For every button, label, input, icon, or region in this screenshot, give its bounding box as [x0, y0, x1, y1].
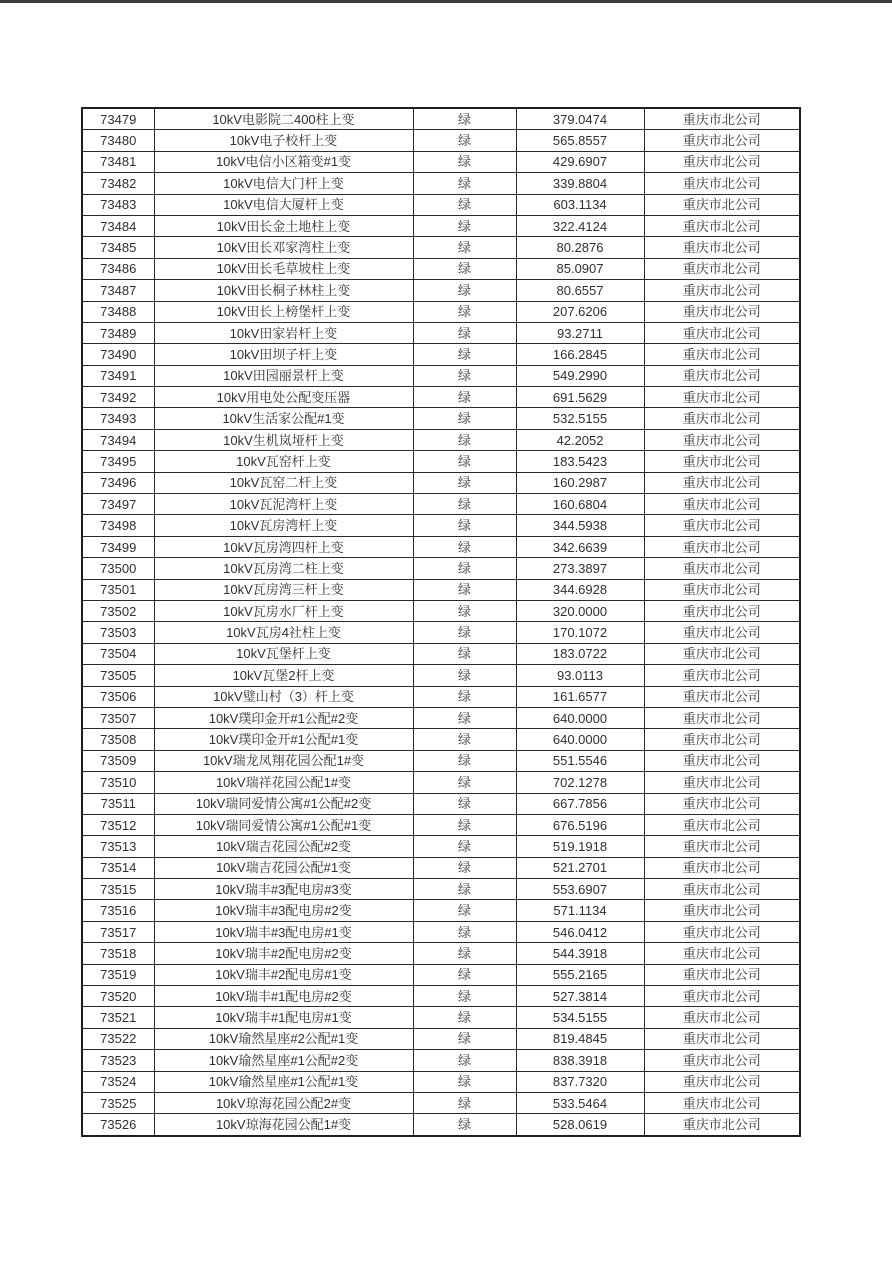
row-id-cell: 73481 — [82, 151, 154, 172]
table-row — [82, 1114, 800, 1136]
company-cell: 重庆市北公司 — [644, 215, 800, 236]
name-cell: 10kV生活家公配#1变 — [154, 408, 413, 429]
status-cell: 绿 — [413, 943, 516, 964]
company-cell: 重庆市北公司 — [644, 879, 800, 900]
row-id-cell: 73492 — [82, 387, 154, 408]
row-id-cell: 73494 — [82, 429, 154, 450]
company-cell: 重庆市北公司 — [644, 643, 800, 664]
table-row — [82, 322, 800, 343]
table-row — [82, 536, 800, 557]
value-cell: 532.5155 — [516, 408, 644, 429]
table-row — [82, 387, 800, 408]
company-cell: 重庆市北公司 — [644, 1071, 800, 1092]
status-cell: 绿 — [413, 686, 516, 707]
row-id-cell: 73480 — [82, 130, 154, 151]
status-cell: 绿 — [413, 964, 516, 985]
table-row — [82, 964, 800, 985]
value-cell: 160.6804 — [516, 494, 644, 515]
row-id-cell: 73518 — [82, 943, 154, 964]
value-cell: 837.7320 — [516, 1071, 644, 1092]
value-cell: 183.5423 — [516, 451, 644, 472]
value-cell: 339.8804 — [516, 173, 644, 194]
company-cell: 重庆市北公司 — [644, 173, 800, 194]
table-row — [82, 729, 800, 750]
transformer-table — [81, 107, 801, 1137]
row-id-cell: 73503 — [82, 622, 154, 643]
name-cell: 10kV瓦泥湾杆上变 — [154, 494, 413, 515]
company-cell: 重庆市北公司 — [644, 665, 800, 686]
table-row — [82, 1092, 800, 1113]
table-row — [82, 857, 800, 878]
status-cell: 绿 — [413, 258, 516, 279]
row-id-cell: 73493 — [82, 408, 154, 429]
table-row — [82, 665, 800, 686]
status-cell: 绿 — [413, 1050, 516, 1071]
table-row — [82, 836, 800, 857]
status-cell: 绿 — [413, 536, 516, 557]
value-cell: 544.3918 — [516, 943, 644, 964]
value-cell: 320.0000 — [516, 600, 644, 621]
row-id-cell: 73491 — [82, 365, 154, 386]
name-cell: 10kV瑞吉花园公配#1变 — [154, 857, 413, 878]
company-cell: 重庆市北公司 — [644, 943, 800, 964]
company-cell: 重庆市北公司 — [644, 1050, 800, 1071]
company-cell: 重庆市北公司 — [644, 686, 800, 707]
row-id-cell: 73512 — [82, 814, 154, 835]
row-id-cell: 73501 — [82, 579, 154, 600]
value-cell: 93.2711 — [516, 322, 644, 343]
status-cell: 绿 — [413, 857, 516, 878]
company-cell: 重庆市北公司 — [644, 986, 800, 1007]
company-cell: 重庆市北公司 — [644, 451, 800, 472]
table-row — [82, 301, 800, 322]
company-cell: 重庆市北公司 — [644, 707, 800, 728]
name-cell: 10kV瑜然星座#2公配#1变 — [154, 1028, 413, 1049]
company-cell: 重庆市北公司 — [644, 750, 800, 771]
row-id-cell: 73479 — [82, 108, 154, 130]
value-cell: 160.2987 — [516, 472, 644, 493]
row-id-cell: 73482 — [82, 173, 154, 194]
name-cell: 10kV璞印金开#1公配#1变 — [154, 729, 413, 750]
value-cell: 161.6577 — [516, 686, 644, 707]
value-cell: 553.6907 — [516, 879, 644, 900]
company-cell: 重庆市北公司 — [644, 558, 800, 579]
row-id-cell: 73520 — [82, 986, 154, 1007]
value-cell: 551.5546 — [516, 750, 644, 771]
company-cell: 重庆市北公司 — [644, 108, 800, 130]
status-cell: 绿 — [413, 344, 516, 365]
status-cell: 绿 — [413, 322, 516, 343]
value-cell: 85.0907 — [516, 258, 644, 279]
name-cell: 10kV田家岩杆上变 — [154, 322, 413, 343]
table-row — [82, 1007, 800, 1028]
row-id-cell: 73484 — [82, 215, 154, 236]
name-cell: 10kV用电处公配变压器 — [154, 387, 413, 408]
status-cell: 绿 — [413, 472, 516, 493]
name-cell: 10kV田长金土地柱上变 — [154, 215, 413, 236]
name-cell: 10kV瑜然星座#1公配#2变 — [154, 1050, 413, 1071]
table-row — [82, 429, 800, 450]
status-cell: 绿 — [413, 558, 516, 579]
company-cell: 重庆市北公司 — [644, 622, 800, 643]
status-cell: 绿 — [413, 665, 516, 686]
table-row — [82, 986, 800, 1007]
company-cell: 重庆市北公司 — [644, 1028, 800, 1049]
company-cell: 重庆市北公司 — [644, 237, 800, 258]
table-row — [82, 1028, 800, 1049]
status-cell: 绿 — [413, 600, 516, 621]
company-cell: 重庆市北公司 — [644, 921, 800, 942]
company-cell: 重庆市北公司 — [644, 151, 800, 172]
name-cell: 10kV瑞吉花园公配#2变 — [154, 836, 413, 857]
company-cell: 重庆市北公司 — [644, 322, 800, 343]
value-cell: 93.0113 — [516, 665, 644, 686]
table-row — [82, 472, 800, 493]
value-cell: 207.6206 — [516, 301, 644, 322]
status-cell: 绿 — [413, 1114, 516, 1136]
company-cell: 重庆市北公司 — [644, 387, 800, 408]
name-cell: 10kV瓦房湾杆上变 — [154, 515, 413, 536]
value-cell: 603.1134 — [516, 194, 644, 215]
value-cell: 183.0722 — [516, 643, 644, 664]
table-row — [82, 408, 800, 429]
company-cell: 重庆市北公司 — [644, 258, 800, 279]
company-cell: 重庆市北公司 — [644, 515, 800, 536]
name-cell: 10kV瓦窑杆上变 — [154, 451, 413, 472]
company-cell: 重庆市北公司 — [644, 494, 800, 515]
table-row — [82, 151, 800, 172]
row-id-cell: 73514 — [82, 857, 154, 878]
status-cell: 绿 — [413, 515, 516, 536]
table-row — [82, 750, 800, 771]
name-cell: 10kV电信大门杆上变 — [154, 173, 413, 194]
status-cell: 绿 — [413, 280, 516, 301]
status-cell: 绿 — [413, 365, 516, 386]
name-cell: 10kV瓦房湾二柱上变 — [154, 558, 413, 579]
value-cell: 838.3918 — [516, 1050, 644, 1071]
table-row — [82, 643, 800, 664]
value-cell: 80.6557 — [516, 280, 644, 301]
name-cell: 10kV电信小区箱变#1变 — [154, 151, 413, 172]
name-cell: 10kV电信大厦杆上变 — [154, 194, 413, 215]
table-row — [82, 600, 800, 621]
row-id-cell: 73510 — [82, 772, 154, 793]
status-cell: 绿 — [413, 1007, 516, 1028]
row-id-cell: 73522 — [82, 1028, 154, 1049]
company-cell: 重庆市北公司 — [644, 1092, 800, 1113]
status-cell: 绿 — [413, 215, 516, 236]
name-cell: 10kV瓦房湾四杆上变 — [154, 536, 413, 557]
name-cell: 10kV生机岚垭杆上变 — [154, 429, 413, 450]
value-cell: 533.5464 — [516, 1092, 644, 1113]
row-id-cell: 73516 — [82, 900, 154, 921]
row-id-cell: 73504 — [82, 643, 154, 664]
table-row — [82, 494, 800, 515]
row-id-cell: 73526 — [82, 1114, 154, 1136]
value-cell: 676.5196 — [516, 814, 644, 835]
value-cell: 379.0474 — [516, 108, 644, 130]
status-cell: 绿 — [413, 900, 516, 921]
row-id-cell: 73502 — [82, 600, 154, 621]
company-cell: 重庆市北公司 — [644, 1007, 800, 1028]
status-cell: 绿 — [413, 151, 516, 172]
company-cell: 重庆市北公司 — [644, 194, 800, 215]
status-cell: 绿 — [413, 729, 516, 750]
value-cell: 702.1278 — [516, 772, 644, 793]
value-cell: 322.4124 — [516, 215, 644, 236]
name-cell: 10kV瑞龙凤翔花园公配1#变 — [154, 750, 413, 771]
company-cell: 重庆市北公司 — [644, 772, 800, 793]
company-cell: 重庆市北公司 — [644, 301, 800, 322]
name-cell: 10kV电影院二400柱上变 — [154, 108, 413, 130]
name-cell: 10kV璞印金开#1公配#2变 — [154, 707, 413, 728]
scan-top-edge — [0, 0, 892, 3]
row-id-cell: 73509 — [82, 750, 154, 771]
table-row — [82, 943, 800, 964]
company-cell: 重庆市北公司 — [644, 365, 800, 386]
status-cell: 绿 — [413, 429, 516, 450]
status-cell: 绿 — [413, 130, 516, 151]
name-cell: 10kV璧山村（3）杆上变 — [154, 686, 413, 707]
row-id-cell: 73505 — [82, 665, 154, 686]
row-id-cell: 73513 — [82, 836, 154, 857]
table-row — [82, 707, 800, 728]
status-cell: 绿 — [413, 408, 516, 429]
name-cell: 10kV瓦堡杆上变 — [154, 643, 413, 664]
row-id-cell: 73485 — [82, 237, 154, 258]
table-row — [82, 365, 800, 386]
name-cell: 10kV电子校杆上变 — [154, 130, 413, 151]
value-cell: 344.6928 — [516, 579, 644, 600]
row-id-cell: 73496 — [82, 472, 154, 493]
value-cell: 170.1072 — [516, 622, 644, 643]
row-id-cell: 73511 — [82, 793, 154, 814]
company-cell: 重庆市北公司 — [644, 793, 800, 814]
status-cell: 绿 — [413, 451, 516, 472]
status-cell: 绿 — [413, 879, 516, 900]
value-cell: 571.1134 — [516, 900, 644, 921]
name-cell: 10kV瑜然星座#1公配#1变 — [154, 1071, 413, 1092]
table-row — [82, 344, 800, 365]
row-id-cell: 73506 — [82, 686, 154, 707]
name-cell: 10kV田长毛草坡柱上变 — [154, 258, 413, 279]
company-cell: 重庆市北公司 — [644, 600, 800, 621]
table-row — [82, 793, 800, 814]
status-cell: 绿 — [413, 707, 516, 728]
company-cell: 重庆市北公司 — [644, 408, 800, 429]
row-id-cell: 73521 — [82, 1007, 154, 1028]
status-cell: 绿 — [413, 622, 516, 643]
name-cell: 10kV田园丽景杆上变 — [154, 365, 413, 386]
status-cell: 绿 — [413, 194, 516, 215]
name-cell: 10kV瑞丰#2配电房#1变 — [154, 964, 413, 985]
status-cell: 绿 — [413, 643, 516, 664]
name-cell: 10kV瑞丰#3配电房#3变 — [154, 879, 413, 900]
row-id-cell: 73497 — [82, 494, 154, 515]
status-cell: 绿 — [413, 579, 516, 600]
row-id-cell: 73507 — [82, 707, 154, 728]
company-cell: 重庆市北公司 — [644, 472, 800, 493]
row-id-cell: 73508 — [82, 729, 154, 750]
value-cell: 555.2165 — [516, 964, 644, 985]
value-cell: 519.1918 — [516, 836, 644, 857]
status-cell: 绿 — [413, 1092, 516, 1113]
company-cell: 重庆市北公司 — [644, 729, 800, 750]
table-row — [82, 879, 800, 900]
table-row — [82, 515, 800, 536]
status-cell: 绿 — [413, 387, 516, 408]
row-id-cell: 73495 — [82, 451, 154, 472]
status-cell: 绿 — [413, 921, 516, 942]
company-cell: 重庆市北公司 — [644, 964, 800, 985]
company-cell: 重庆市北公司 — [644, 814, 800, 835]
status-cell: 绿 — [413, 494, 516, 515]
row-id-cell: 73523 — [82, 1050, 154, 1071]
company-cell: 重庆市北公司 — [644, 836, 800, 857]
row-id-cell: 73525 — [82, 1092, 154, 1113]
table-row — [82, 258, 800, 279]
value-cell: 565.8557 — [516, 130, 644, 151]
table-row — [82, 900, 800, 921]
table-row — [82, 173, 800, 194]
row-id-cell: 73487 — [82, 280, 154, 301]
table-row — [82, 1050, 800, 1071]
table-row — [82, 921, 800, 942]
table-row — [82, 130, 800, 151]
row-id-cell: 73500 — [82, 558, 154, 579]
table-row — [82, 686, 800, 707]
row-id-cell: 73499 — [82, 536, 154, 557]
table-row — [82, 1071, 800, 1092]
value-cell: 166.2845 — [516, 344, 644, 365]
company-cell: 重庆市北公司 — [644, 900, 800, 921]
row-id-cell: 73515 — [82, 879, 154, 900]
row-id-cell: 73489 — [82, 322, 154, 343]
table-row — [82, 451, 800, 472]
status-cell: 绿 — [413, 986, 516, 1007]
name-cell: 10kV瑞丰#3配电房#1变 — [154, 921, 413, 942]
value-cell: 528.0619 — [516, 1114, 644, 1136]
company-cell: 重庆市北公司 — [644, 1114, 800, 1136]
status-cell: 绿 — [413, 814, 516, 835]
table-row — [82, 622, 800, 643]
value-cell: 521.2701 — [516, 857, 644, 878]
name-cell: 10kV瑞丰#2配电房#2变 — [154, 943, 413, 964]
name-cell: 10kV田长上榜堡杆上变 — [154, 301, 413, 322]
row-id-cell: 73524 — [82, 1071, 154, 1092]
value-cell: 80.2876 — [516, 237, 644, 258]
status-cell: 绿 — [413, 750, 516, 771]
row-id-cell: 73483 — [82, 194, 154, 215]
status-cell: 绿 — [413, 1028, 516, 1049]
status-cell: 绿 — [413, 793, 516, 814]
status-cell: 绿 — [413, 1071, 516, 1092]
table-row — [82, 215, 800, 236]
value-cell: 527.3814 — [516, 986, 644, 1007]
value-cell: 549.2990 — [516, 365, 644, 386]
company-cell: 重庆市北公司 — [644, 280, 800, 301]
table-row — [82, 814, 800, 835]
name-cell: 10kV瓦房4社柱上变 — [154, 622, 413, 643]
name-cell: 10kV瑞丰#1配电房#1变 — [154, 1007, 413, 1028]
table-row — [82, 280, 800, 301]
name-cell: 10kV瓦房水厂杆上变 — [154, 600, 413, 621]
value-cell: 667.7856 — [516, 793, 644, 814]
value-cell: 691.5629 — [516, 387, 644, 408]
company-cell: 重庆市北公司 — [644, 857, 800, 878]
status-cell: 绿 — [413, 108, 516, 130]
name-cell: 10kV瑞丰#3配电房#2变 — [154, 900, 413, 921]
name-cell: 10kV瑞祥花园公配1#变 — [154, 772, 413, 793]
name-cell: 10kV瑞同爱情公寓#1公配#2变 — [154, 793, 413, 814]
value-cell: 429.6907 — [516, 151, 644, 172]
company-cell: 重庆市北公司 — [644, 429, 800, 450]
name-cell: 10kV琼海花园公配2#变 — [154, 1092, 413, 1113]
table-row — [82, 237, 800, 258]
table-row — [82, 108, 800, 130]
name-cell: 10kV瑞丰#1配电房#2变 — [154, 986, 413, 1007]
name-cell: 10kV瓦窑二杆上变 — [154, 472, 413, 493]
status-cell: 绿 — [413, 836, 516, 857]
value-cell: 344.5938 — [516, 515, 644, 536]
value-cell: 819.4845 — [516, 1028, 644, 1049]
row-id-cell: 73519 — [82, 964, 154, 985]
table-row — [82, 772, 800, 793]
name-cell: 10kV田长邓家湾柱上变 — [154, 237, 413, 258]
row-id-cell: 73488 — [82, 301, 154, 322]
name-cell: 10kV田坝子杆上变 — [154, 344, 413, 365]
company-cell: 重庆市北公司 — [644, 579, 800, 600]
value-cell: 640.0000 — [516, 729, 644, 750]
row-id-cell: 73486 — [82, 258, 154, 279]
row-id-cell: 73490 — [82, 344, 154, 365]
value-cell: 273.3897 — [516, 558, 644, 579]
value-cell: 640.0000 — [516, 707, 644, 728]
company-cell: 重庆市北公司 — [644, 536, 800, 557]
value-cell: 42.2052 — [516, 429, 644, 450]
status-cell: 绿 — [413, 301, 516, 322]
status-cell: 绿 — [413, 173, 516, 194]
value-cell: 534.5155 — [516, 1007, 644, 1028]
name-cell: 10kV瑞同爱情公寓#1公配#1变 — [154, 814, 413, 835]
table-row — [82, 579, 800, 600]
value-cell: 546.0412 — [516, 921, 644, 942]
value-cell: 342.6639 — [516, 536, 644, 557]
status-cell: 绿 — [413, 237, 516, 258]
row-id-cell: 73517 — [82, 921, 154, 942]
name-cell: 10kV瓦堡2杆上变 — [154, 665, 413, 686]
table-row — [82, 194, 800, 215]
company-cell: 重庆市北公司 — [644, 344, 800, 365]
name-cell: 10kV瓦房湾三杆上变 — [154, 579, 413, 600]
table-row — [82, 558, 800, 579]
status-cell: 绿 — [413, 772, 516, 793]
row-id-cell: 73498 — [82, 515, 154, 536]
table-body — [82, 108, 800, 1136]
name-cell: 10kV田长桐子林柱上变 — [154, 280, 413, 301]
name-cell: 10kV琼海花园公配1#变 — [154, 1114, 413, 1136]
company-cell: 重庆市北公司 — [644, 130, 800, 151]
